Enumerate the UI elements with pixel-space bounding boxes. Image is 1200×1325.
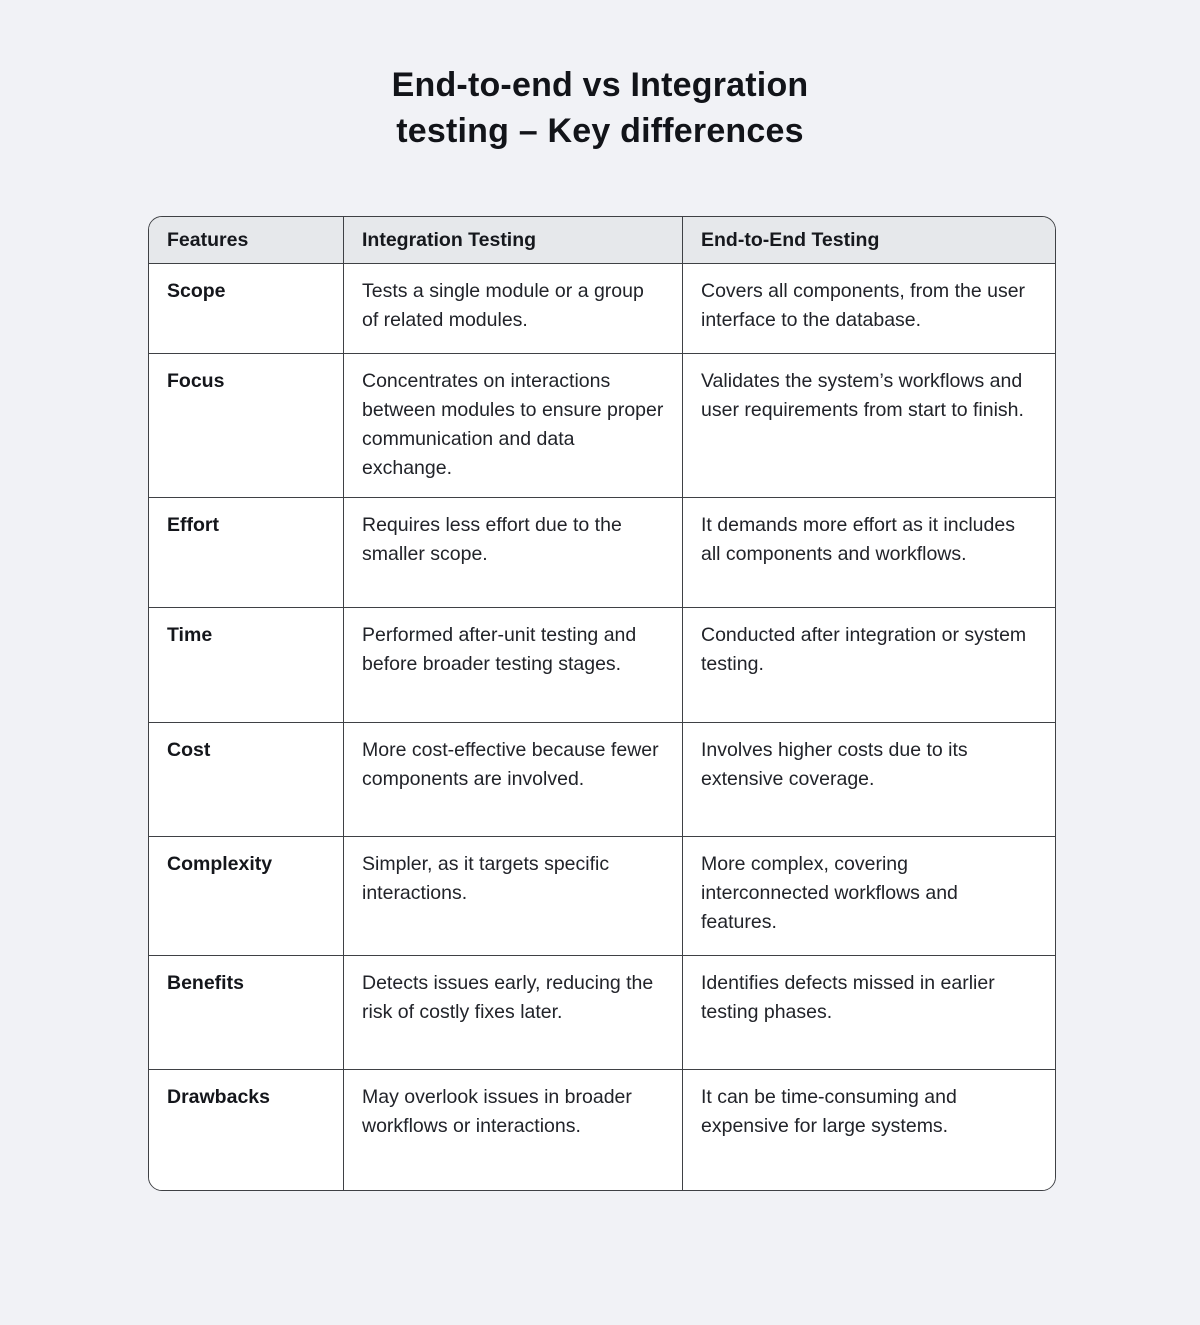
feature-cell: Complexity [149,837,344,956]
table-row [149,956,1056,1070]
feature-cell: Drawbacks [149,1070,344,1190]
table-row [149,723,1056,837]
integration-cell: Simpler, as it targets specific interactions. [344,837,683,956]
column-header-features: Features [149,217,344,264]
integration-cell: Detects issues early, reducing the risk of costly fixes later. [344,956,683,1070]
feature-cell: Cost [149,723,344,837]
table-row [149,264,1056,354]
integration-cell: Requires less effort due to the smaller scope. [344,498,683,608]
table-row [149,837,1056,956]
e2e-cell: It can be time-consuming and expensive for large systems. [683,1070,1056,1190]
column-header-end-to-end-testing: End-to-End Testing [683,217,1056,264]
table-header-row [149,217,1056,264]
e2e-cell: More complex, covering interconnected workflows and features. [683,837,1056,956]
table-row [149,608,1056,723]
page-title [0,0,1200,154]
feature-cell: Effort [149,498,344,608]
feature-cell: Benefits [149,956,344,1070]
page-title-line-2: testing – Key differences [396,112,804,150]
comparison-table [149,217,1056,1190]
table-row [149,498,1056,608]
e2e-cell: Validates the system’s workflows and user requirements from start to finish. [683,354,1056,498]
table-row [149,354,1056,498]
integration-cell: Tests a single module or a group of related modules. [344,264,683,354]
e2e-cell: Covers all components, from the user interface to the database. [683,264,1056,354]
feature-cell: Time [149,608,344,723]
e2e-cell: Conducted after integration or system testing. [683,608,1056,723]
column-header-integration-testing: Integration Testing [344,217,683,264]
integration-cell: More cost-effective because fewer components are involved. [344,723,683,837]
integration-cell: May overlook issues in broader workflows or interactions. [344,1070,683,1190]
e2e-cell: It demands more effort as it includes all components and workflows. [683,498,1056,608]
feature-cell: Focus [149,354,344,498]
comparison-table-container [148,216,1056,1191]
e2e-cell: Identifies defects missed in earlier testing phases. [683,956,1056,1070]
page-title-line-1: End-to-end vs Integration [391,66,809,104]
integration-cell: Performed after-unit testing and before broader testing stages. [344,608,683,723]
e2e-cell: Involves higher costs due to its extensive coverage. [683,723,1056,837]
integration-cell: Concentrates on interactions between modules to ensure proper communication and data exchange. [344,354,683,498]
feature-cell: Scope [149,264,344,354]
table-row [149,1070,1056,1190]
